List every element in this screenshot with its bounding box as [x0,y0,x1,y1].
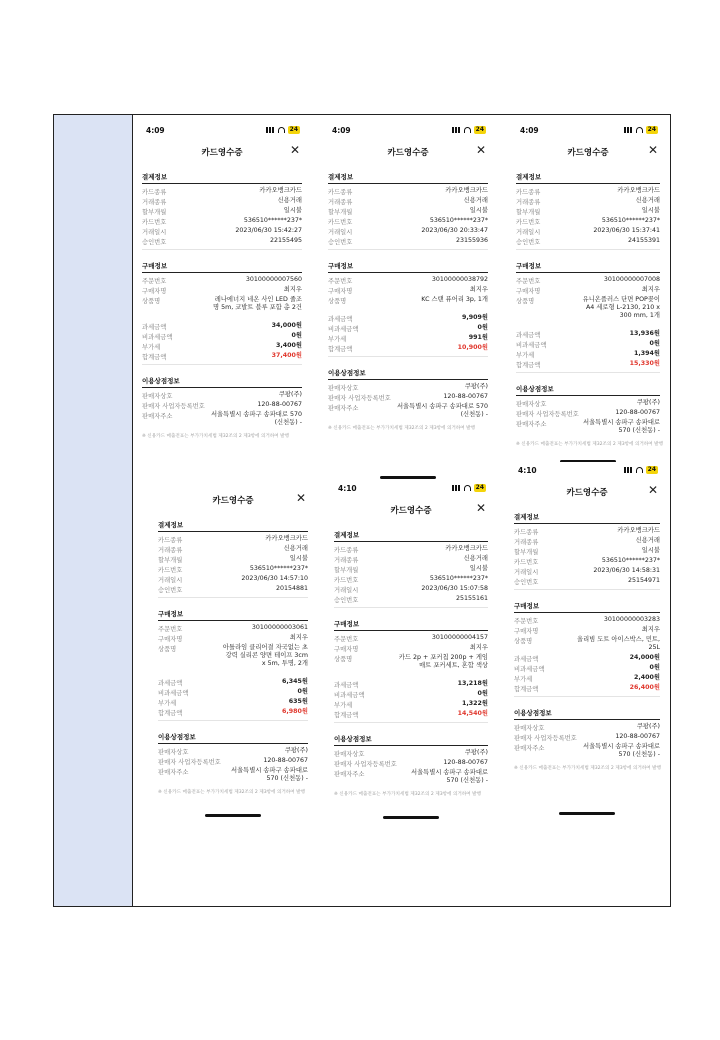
row-value: 635원 [288,698,308,705]
section-title: 이용상점정보 [334,735,372,743]
row-value: 신용거래 [635,197,660,204]
signal-icon [624,467,633,473]
row-label: 카드번호 [516,219,541,226]
row-value: 신용거래 [283,545,308,552]
row-value: 쿠팡(주) [284,747,308,754]
section-gap [142,249,302,250]
section-gap [516,249,660,250]
row-value: 9,909원 [461,314,488,321]
row-value: 레나에너지 네온 사인 LED 줄조명 5m, 코발트 블루 포함 총 2건 [213,296,302,311]
row-label: 카드번호 [142,219,167,226]
row-value: 쿠팡(주) [636,399,660,406]
row-value: 536510******237* [249,565,308,572]
row-label: 거래종류 [142,199,167,206]
section-gap [334,722,488,723]
row-value: 1,394원 [633,350,660,357]
row-label: 할부개월 [514,549,539,556]
section-title: 결제정보 [142,173,168,181]
row-label: 판매자주소 [328,405,359,412]
signal-icon [452,127,461,133]
row-value: 30100000038792 [431,276,488,283]
row-value: 2023/06/30 20:33:47 [421,227,488,234]
row-value: 서울특별시 송파구 송파대로 570 (신천동) - [210,411,302,426]
row-value: 일시불 [641,207,660,214]
status-time: 4:09 [332,126,351,135]
row-value: 카드 2p + 포커칩 200p + 게임매트 포커세트, 혼합 색상 [398,654,488,669]
status-indicators [624,466,658,474]
row-value: 카카오뱅크카드 [259,187,302,194]
receipt-title: 카드영수증 [566,488,608,498]
footnote: ※ 신용카드 매출전표는 부가가치세법 제32조의 2 제3항에 의거하여 발행 [334,792,482,797]
row-label: 거래종류 [158,547,183,554]
signal-icon [624,127,633,133]
section-title: 결제정보 [334,531,360,539]
row-value: 20154881 [275,585,308,592]
row-label: 거래종류 [334,557,359,564]
row-value: 서울특별시 송파구 송파대로 570 (신천동) - [411,769,488,784]
row-value: 0원 [297,688,308,695]
row-value: 최지우 [283,286,302,293]
row-value: 0원 [477,324,488,331]
row-label: 거래일시 [516,229,541,236]
row-label: 비과세금액 [514,666,545,673]
footnote: ※ 신용카드 매출전표는 부가가치세법 제32조의 2 제3항에 의거하여 발행 [328,426,476,431]
status-bar [320,122,496,138]
row-label: 합계금액 [514,686,539,693]
row-label: 판매자상호 [328,385,359,392]
row-value: 서울특별시 송파구 송파대로 570 (신천동) - [231,767,308,782]
row-value: 일시불 [641,547,660,554]
row-label: 카드종류 [514,529,539,536]
section-title: 구매정보 [516,262,542,270]
row-label: 상품명 [328,298,347,305]
row-label: 거래일시 [142,229,167,236]
row-value: 34,000원 [271,322,302,329]
row-label: 상품명 [158,646,177,653]
row-value: 23155936 [455,237,488,244]
receipt-screenshot [506,462,668,818]
section-divider [158,620,308,621]
footnote: ※ 신용카드 매출전표는 부가가치세법 제32조의 2 제3항에 의거하여 발행 [514,766,662,771]
close-icon[interactable]: ✕ [475,143,486,157]
row-label: 카드종류 [142,189,167,196]
row-value: 991원 [468,334,488,341]
row-value: 0원 [649,340,660,347]
row-label: 과세금액 [334,682,359,689]
row-label: 상품명 [142,298,161,305]
row-label: 카드종류 [516,189,541,196]
side-column [54,115,133,906]
section-gap [514,589,660,590]
receipt-screenshot [326,480,496,822]
row-value: 쿠팡(주) [464,749,488,756]
section-title: 이용상점정보 [516,385,554,393]
wifi-icon [636,467,643,473]
row-value: 120-88-00767 [257,401,302,408]
home-indicator [380,476,436,479]
status-bar [134,122,310,138]
footnote: ※ 신용카드 매출전표는 부가가치세법 제32조의 2 제3항에 의거하여 발행 [142,434,290,439]
section-divider [334,541,488,542]
row-label: 판매자주소 [142,413,173,420]
row-label: 판매자 사업자등록번호 [328,395,391,402]
row-value: 536510******237* [601,557,660,564]
row-label: 판매자 사업자등록번호 [514,735,577,742]
row-label: 부가세 [334,702,353,709]
status-indicators [266,126,300,134]
row-label: 카드번호 [158,567,183,574]
row-value: 25155161 [455,595,488,602]
row-label: 합계금액 [516,362,541,369]
row-value: 120-88-00767 [443,393,488,400]
row-label: 주문번호 [158,626,183,633]
row-label: 판매자상호 [158,749,189,756]
row-label: 과세금액 [514,656,539,663]
row-value: 2023/06/30 15:07:58 [421,585,488,592]
close-icon[interactable]: ✕ [647,483,658,497]
row-label: 주문번호 [328,278,353,285]
row-value: 25154971 [627,577,660,584]
row-label: 판매자 사업자등록번호 [334,761,397,768]
status-bar [508,122,668,138]
row-value: 536510******237* [601,217,660,224]
row-value: 536510******237* [429,575,488,582]
row-label: 비과세금액 [158,690,189,697]
row-value: 13,218원 [457,680,488,687]
section-title: 이용상점정보 [142,377,180,385]
row-value: 2,400원 [633,674,660,681]
row-value: 카카오뱅크카드 [445,187,488,194]
section-gap [516,372,660,373]
row-label: 거래일시 [158,577,183,584]
row-value: 최지우 [469,286,488,293]
section-divider [516,272,660,273]
row-value: 30100000007008 [603,276,660,283]
row-label: 카드번호 [328,219,353,226]
row-label: 부가세 [328,336,347,343]
section-divider [514,612,660,613]
row-label: 카드종류 [158,537,183,544]
section-divider [514,719,660,720]
row-label: 판매자 사업자등록번호 [142,403,205,410]
row-value: 536510******237* [243,217,302,224]
row-label: 승인번호 [334,597,359,604]
receipt-screenshot [320,122,496,482]
row-label: 거래종류 [516,199,541,206]
section-divider [334,745,488,746]
row-label: 카드종류 [328,189,353,196]
section-divider [334,630,488,631]
row-value: 카카오뱅크카드 [617,187,660,194]
row-label: 비과세금액 [334,692,365,699]
row-label: 부가세 [514,676,533,683]
section-divider [142,387,302,388]
receipt-screenshot [150,486,316,820]
row-label: 과세금액 [328,316,353,323]
row-value: 10,900원 [457,344,488,351]
row-label: 승인번호 [516,239,541,246]
row-label: 할부개월 [158,557,183,564]
row-label: 승인번호 [514,579,539,586]
row-value: 일시불 [469,565,488,572]
row-value: 0원 [649,664,660,671]
battery-icon: 24 [475,126,484,133]
section-title: 결제정보 [516,173,542,181]
row-value: 서울특별시 송파구 송파대로 570 (신천동) - [396,403,488,418]
row-label: 할부개월 [142,209,167,216]
row-label: 할부개월 [516,209,541,216]
row-label: 판매자상호 [334,751,365,758]
row-label: 부가세 [516,352,535,359]
row-value: 2023/06/30 15:37:41 [593,227,660,234]
row-label: 판매자 사업자등록번호 [158,759,221,766]
receipt-title: 카드영수증 [567,148,609,158]
row-value: 13,936원 [629,330,660,337]
row-value: 쿠팡(주) [278,391,302,398]
home-indicator [559,812,615,815]
row-label: 카드종류 [334,547,359,554]
wifi-icon [464,485,471,491]
battery-icon: 24 [647,466,656,473]
row-label: 상품명 [334,656,353,663]
row-value: 1,322원 [461,700,488,707]
section-gap [328,249,488,250]
row-label: 승인번호 [142,239,167,246]
row-label: 카드번호 [514,559,539,566]
section-title: 구매정보 [158,610,184,618]
row-label: 합계금액 [334,712,359,719]
row-label: 거래종류 [514,539,539,546]
row-value: 120-88-00767 [615,409,660,416]
section-gap [334,607,488,608]
section-divider [142,183,302,184]
row-value: 3,400원 [275,342,302,349]
status-time: 4:10 [518,466,537,475]
home-indicator [205,814,261,817]
row-label: 합계금액 [158,710,183,717]
row-value: 카카오뱅크카드 [265,535,308,542]
row-label: 합계금액 [142,354,167,361]
row-label: 주문번호 [516,278,541,285]
row-value: 2023/06/30 14:57:10 [241,575,308,582]
status-bar [506,462,668,478]
section-title: 구매정보 [142,262,168,270]
row-value: 2023/06/30 14:58:31 [593,567,660,574]
section-gap [514,696,660,697]
row-value: 15,330원 [629,360,660,367]
section-title: 결제정보 [514,513,540,521]
row-label: 판매자상호 [142,393,173,400]
section-title: 결제정보 [158,521,184,529]
status-indicators [452,484,486,492]
section-divider [328,183,488,184]
row-value: 22155495 [269,237,302,244]
receipt-screenshot [134,122,310,494]
row-label: 카드번호 [334,577,359,584]
row-value: 일시불 [283,207,302,214]
row-value: 최지우 [289,634,308,641]
section-title: 이용상점정보 [328,369,366,377]
row-label: 상품명 [516,298,535,305]
receipt-title: 카드영수증 [390,506,432,516]
row-label: 거래일시 [334,587,359,594]
row-value: 신용거래 [635,537,660,544]
signal-icon [266,127,275,133]
row-label: 비과세금액 [516,342,547,349]
row-label: 할부개월 [328,209,353,216]
section-title: 구매정보 [514,602,540,610]
status-time: 4:10 [338,484,357,493]
row-label: 판매자상호 [516,401,547,408]
section-divider [142,272,302,273]
row-value: 30100000004157 [431,634,488,641]
row-value: 2023/06/30 15:42:27 [235,227,302,234]
row-label: 과세금액 [142,324,167,331]
section-divider [328,272,488,273]
row-label: 판매자주소 [334,771,365,778]
section-gap [328,356,488,357]
battery-icon: 24 [475,484,484,491]
receipt-screenshot [508,122,668,466]
receipt-title: 카드영수증 [201,148,243,158]
status-time: 4:09 [146,126,165,135]
row-label: 승인번호 [158,587,183,594]
section-title: 이용상점정보 [514,709,552,717]
row-label: 판매자주소 [514,745,545,752]
row-value: 24155391 [627,237,660,244]
footnote: ※ 신용카드 매출전표는 부가가치세법 제32조의 2 제3항에 의거하여 발행 [516,442,664,447]
row-value: 유니온플러스 단면 POP꽂이 A4 세로형 L-2130, 210 x 300 mm, 1개 [582,296,660,319]
row-label: 거래일시 [328,229,353,236]
row-label: 비과세금액 [328,326,359,333]
row-value: 26,400원 [629,684,660,691]
row-label: 판매자주소 [516,421,547,428]
section-title: 구매정보 [328,262,354,270]
close-icon[interactable]: ✕ [295,491,306,505]
row-value: 신용거래 [463,197,488,204]
row-label: 부가세 [142,344,161,351]
row-label: 상품명 [514,638,533,645]
row-value: 아틀라임 클리어결 자국없는 초강력 실리콘 양면 테이프 3cm x 5m, 투명, 2개 [222,644,308,667]
receipt-title: 카드영수증 [212,496,254,506]
row-value: 14,540원 [457,710,488,717]
wifi-icon [464,127,471,133]
section-divider [516,183,660,184]
row-value: 올리빔 도트 아이스박스, 민트, 25L [576,636,660,651]
row-label: 판매자상호 [514,725,545,732]
row-value: 카카오뱅크카드 [445,545,488,552]
section-title: 구매정보 [334,620,360,628]
close-icon[interactable]: ✕ [289,143,300,157]
row-value: 일시불 [289,555,308,562]
row-value: 30100000003283 [603,616,660,623]
row-value: 120-88-00767 [263,757,308,764]
row-label: 판매자주소 [158,769,189,776]
section-title: 이용상점정보 [158,733,196,741]
row-value: 120-88-00767 [443,759,488,766]
row-label: 구매자명 [328,288,353,295]
row-label: 주문번호 [514,618,539,625]
row-value: 30100000007560 [245,276,302,283]
row-value: 37,400원 [271,352,302,359]
row-value: 6,345원 [281,678,308,685]
row-label: 구매자명 [516,288,541,295]
battery-icon: 24 [647,126,656,133]
row-label: 주문번호 [142,278,167,285]
row-label: 과세금액 [516,332,541,339]
section-gap [158,720,308,721]
row-value: 신용거래 [463,555,488,562]
battery-icon: 24 [289,126,298,133]
row-value: 24,000원 [629,654,660,661]
receipt-title: 카드영수증 [387,148,429,158]
section-divider [158,743,308,744]
row-value: KC 스탠 퓨어리 3p, 1개 [421,296,488,303]
close-icon[interactable]: ✕ [647,143,658,157]
section-gap [142,364,302,365]
row-label: 할부개월 [334,567,359,574]
row-value: 6,980원 [281,708,308,715]
row-value: 쿠팡(주) [464,383,488,390]
row-label: 거래종류 [328,199,353,206]
row-value: 536510******237* [429,217,488,224]
home-indicator [383,816,439,819]
row-label: 주문번호 [334,636,359,643]
row-value: 최지우 [641,286,660,293]
row-value: 쿠팡(주) [636,723,660,730]
row-value: 최지우 [641,626,660,633]
section-title: 결제정보 [328,173,354,181]
row-value: 30100000003061 [251,624,308,631]
section-divider [514,523,660,524]
row-label: 구매자명 [514,628,539,635]
section-divider [158,531,308,532]
row-label: 구매자명 [142,288,167,295]
status-indicators [452,126,486,134]
row-label: 구매자명 [334,646,359,653]
row-value: 카카오뱅크카드 [617,527,660,534]
row-value: 최지우 [469,644,488,651]
row-label: 비과세금액 [142,334,173,341]
row-value: 120-88-00767 [615,733,660,740]
row-value: 서울특별시 송파구 송파대로 570 (신천동) - [583,743,660,758]
row-value: 신용거래 [277,197,302,204]
footnote: ※ 신용카드 매출전표는 부가가치세법 제32조의 2 제3항에 의거하여 발행 [158,790,306,795]
section-divider [516,395,660,396]
row-value: 서울특별시 송파구 송파대로 570 (신천동) - [583,419,660,434]
row-value: 0원 [291,332,302,339]
wifi-icon [278,127,285,133]
wifi-icon [636,127,643,133]
row-label: 판매자 사업자등록번호 [516,411,579,418]
status-time: 4:09 [520,126,539,135]
row-label: 승인번호 [328,239,353,246]
row-value: 0원 [477,690,488,697]
status-indicators [624,126,658,134]
row-label: 구매자명 [158,636,183,643]
row-value: 일시불 [469,207,488,214]
row-label: 과세금액 [158,680,183,687]
row-label: 거래일시 [514,569,539,576]
signal-icon [452,485,461,491]
section-divider [328,379,488,380]
close-icon[interactable]: ✕ [475,501,486,515]
row-label: 합계금액 [328,346,353,353]
row-label: 부가세 [158,700,177,707]
section-gap [158,597,308,598]
status-bar [326,480,496,496]
